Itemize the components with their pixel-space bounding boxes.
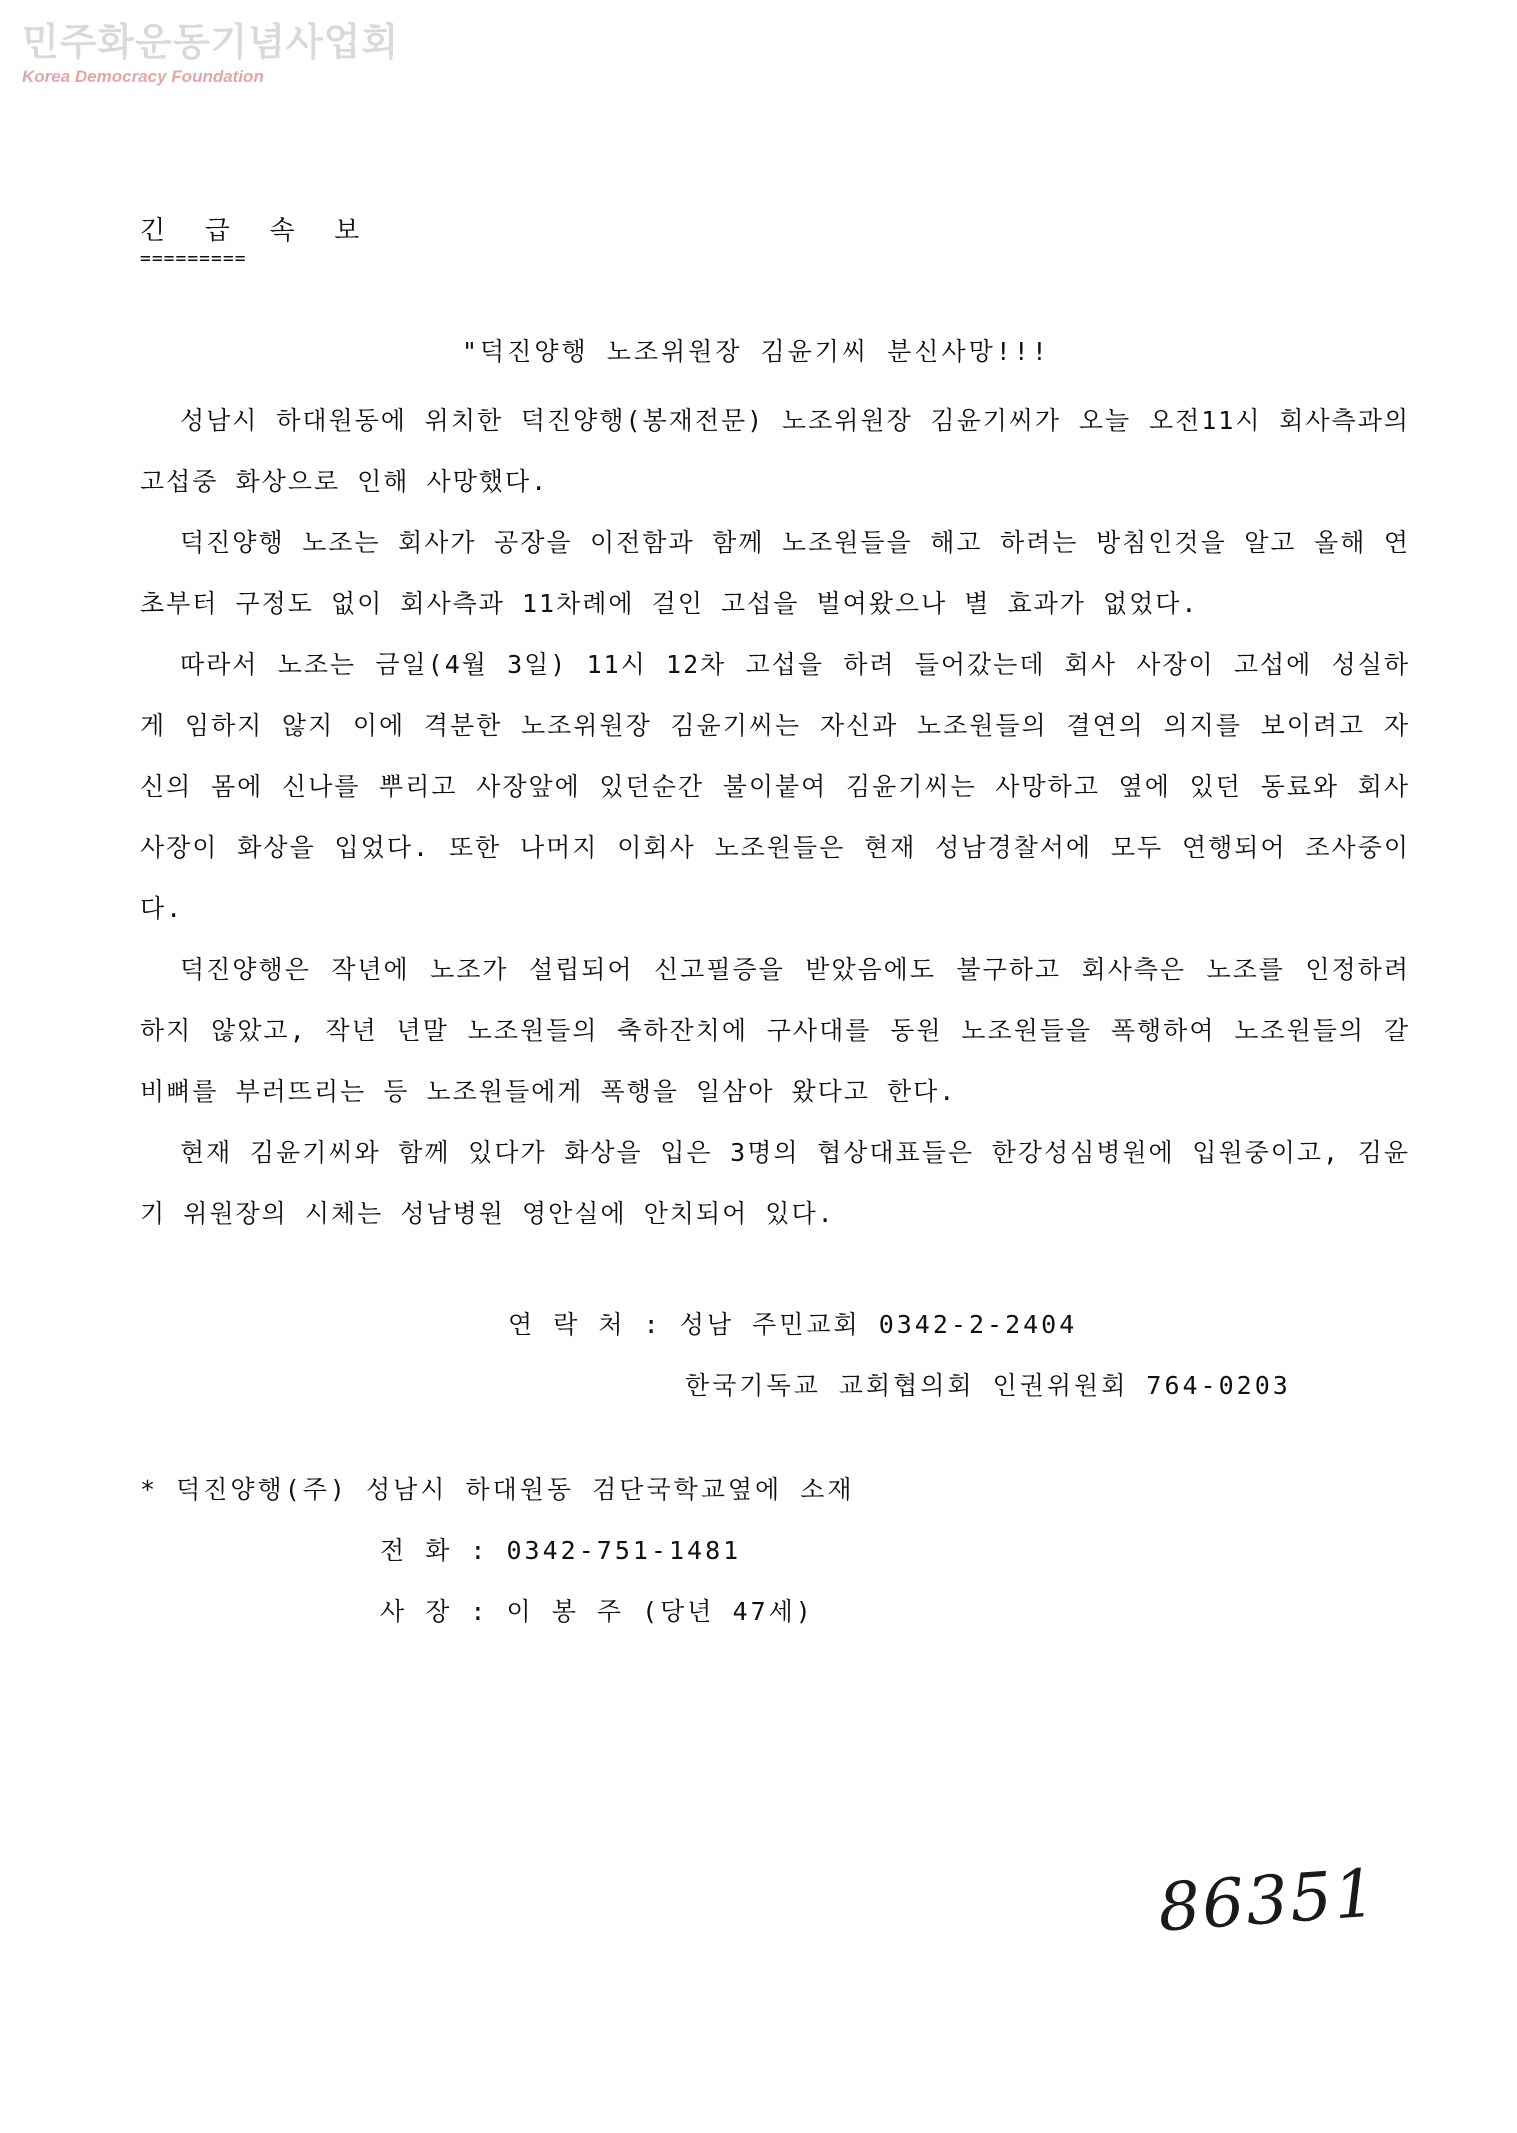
- paragraph: 덕진양행은 작년에 노조가 설립되어 신고필증을 받았음에도 불구하고 회사측은 노조를 인정하려 하지 않았고, 작년 년말 노조원들의 축하잔치에 구사대를 동원 노조원들을 폭행하여 노조원들의 갈비뼈를 부러뜨리는 등 노조원들에게 폭행을 일삼아 왔다고 한다.: [140, 955, 1410, 1106]
- heading-underline: =========: [140, 248, 247, 269]
- contact-line-2: 한국기독교 교회협의회 인권위원회 764-0203: [685, 1371, 1291, 1400]
- paragraph: 따라서 노조는 금일(4월 3일) 11시 12차 고섭을 하려 들어갔는데 회사 사장이 고섭에 성실하게 임하지 않지 이에 격분한 노조위원장 김윤기씨는 자신과 노조원들의 결연의 의지를 보이려고 자신의 몸에 신나를 뿌리고 사장앞에 있던순간 불이붙여 김윤기씨는 사망하고 옆에 있던 동료와 회사사장이 화상을 입었다. 또한 나머지 이회사 노조원들은 현재 성남경찰서에 모두 연행되어 조사중이다.: [140, 650, 1410, 923]
- company-president: 사 장 : 이 봉 주 (당년 47세): [380, 1597, 814, 1626]
- paragraph: 현재 김윤기씨와 함께 있다가 화상을 입은 3명의 협상대표들은 한강성심병원에 입원중이고, 김윤기 위원장의 시체는 성남병원 영안실에 안치되어 있다.: [140, 1138, 1410, 1228]
- contact-line-1: 연 락 처 : 성남 주민교회 0342-2-2404: [508, 1310, 1078, 1339]
- document-title: "덕진양행 노조위원장 김윤기씨 분신사망!!!: [462, 337, 1050, 366]
- watermark-korean: 민주화운동기념사업회: [22, 20, 400, 64]
- watermark-english: Korea Democracy Foundation: [22, 67, 264, 86]
- company-location: * 덕진양행(주) 성남시 하대원동 검단국학교옆에 소재: [140, 1475, 855, 1504]
- handwritten-archive-number: 86351: [1155, 1854, 1381, 1947]
- paragraph: 덕진양행 노조는 회사가 공장을 이전함과 함께 노조원들을 해고 하려는 방침인것을 알고 올해 연초부터 구정도 없이 회사측과 11차례에 걸인 고섭을 벌여왔으나 별 효과가 없었다.: [140, 528, 1410, 618]
- document-body: [140, 390, 1410, 1244]
- company-phone: 전 화 : 0342-751-1481: [380, 1536, 742, 1565]
- document-heading: 긴 급 속 보: [140, 216, 372, 246]
- watermark: [22, 20, 399, 88]
- paragraph: 성남시 하대원동에 위치한 덕진양행(봉재전문) 노조위원장 김윤기씨가 오늘 오전11시 회사측과의 고섭중 화상으로 인해 사망했다.: [140, 406, 1410, 496]
